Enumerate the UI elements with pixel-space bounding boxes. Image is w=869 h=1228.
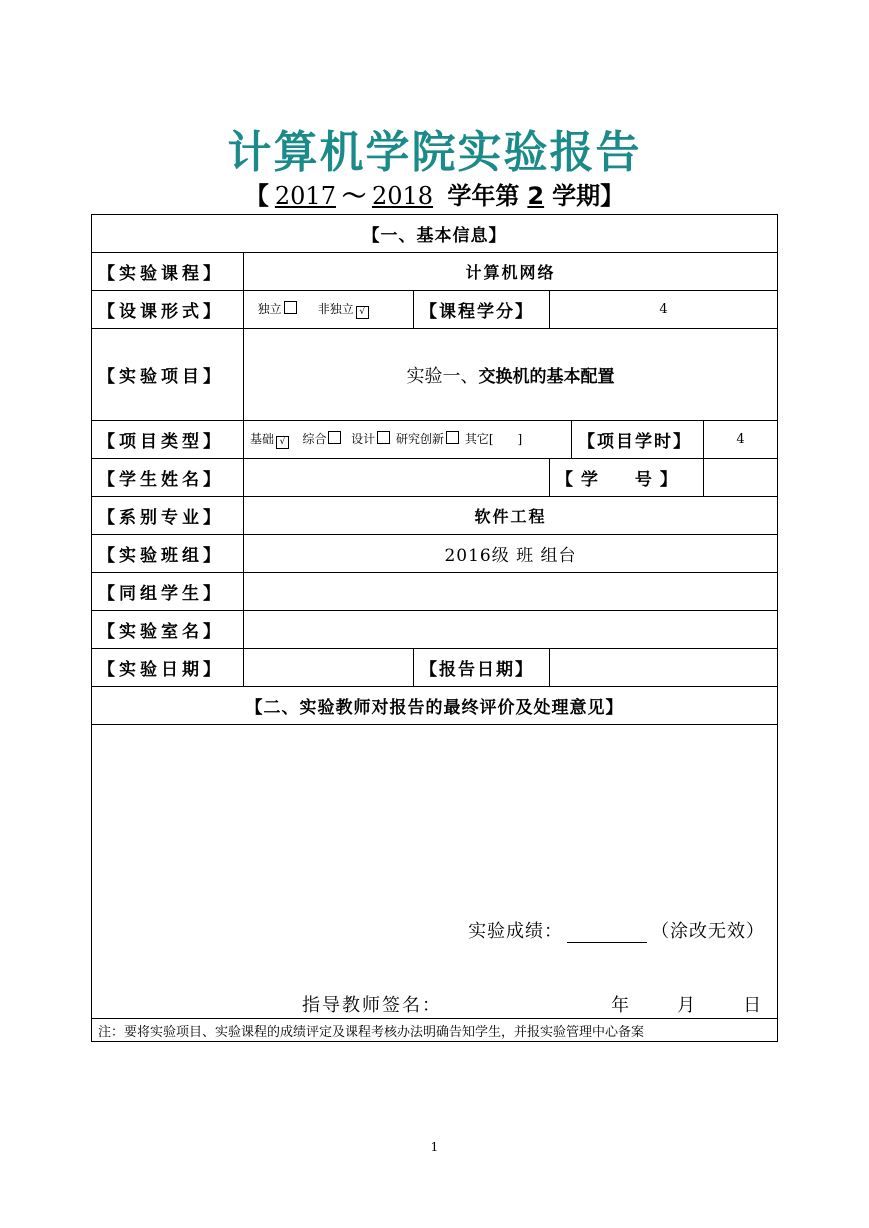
course-label: 【实验课程】: [92, 253, 244, 291]
form-options: [244, 291, 414, 329]
form-independent-checkbox[interactable]: [284, 301, 297, 314]
section-basic-info: 【一、基本信息】: [92, 215, 778, 253]
form-non-independent-checkbox[interactable]: √: [356, 306, 369, 319]
page-number: 1: [430, 1140, 439, 1154]
type-comprehensive-checkbox[interactable]: [328, 431, 341, 444]
project-value-prefix: 实验一、: [406, 365, 479, 387]
hours-value: 4: [704, 421, 778, 459]
report-date-value[interactable]: [550, 649, 778, 687]
name-value[interactable]: [244, 459, 550, 497]
report-date-label: 【报告日期】: [414, 649, 550, 687]
section-evaluation: 【二、实验教师对报告的最终评价及处理意见】: [92, 687, 778, 725]
type-options: [244, 421, 572, 459]
type-research-label: 研究创新: [395, 432, 444, 446]
type-basic-checkbox[interactable]: √: [276, 436, 289, 449]
evaluation-area: [92, 725, 778, 1019]
form-independent-label: 独立: [257, 302, 282, 316]
type-basic-label: 基础: [250, 432, 275, 446]
type-label: 【项目类型】: [92, 421, 244, 459]
class-label: 【实验班组】: [92, 535, 244, 573]
term-semester: 2: [527, 182, 545, 210]
term-end: 学期】: [552, 182, 625, 210]
course-value: 计算机网络: [244, 253, 778, 291]
footnote: 注：要将实验项目、实验课程的成绩评定及课程考核办法明确告知学生，并报实验管理中心备案: [92, 1019, 778, 1042]
project-value: [244, 329, 778, 421]
date-value[interactable]: [244, 649, 414, 687]
type-design-label: 设计: [351, 432, 376, 446]
page-title: 计算机学院实验报告: [227, 127, 642, 178]
type-other-label: 其它[ ]: [464, 432, 523, 446]
type-research-checkbox[interactable]: [446, 431, 459, 444]
hours-label: 【项目学时】: [572, 421, 704, 459]
term-year-end: 2018: [371, 182, 434, 210]
group-value[interactable]: [244, 573, 778, 611]
term-year-start: 2017: [274, 182, 336, 210]
teacher-sign-label: 指导教师签名：: [302, 995, 442, 1016]
name-label: 【学生姓名】: [92, 459, 244, 497]
form-non-independent-label: 非独立: [317, 302, 354, 316]
credit-label: 【课程学分】: [414, 291, 550, 329]
report-table: [91, 214, 778, 1042]
score-note: （涂改无效）: [651, 921, 766, 942]
group-label: 【同组学生】: [92, 573, 244, 611]
type-design-checkbox[interactable]: [377, 431, 390, 444]
project-value-main: 交换机的基本配置: [478, 366, 615, 387]
room-value[interactable]: [244, 611, 778, 649]
form-label: 【设课形式】: [92, 291, 244, 329]
major-value: 软件工程: [244, 497, 778, 535]
room-label: 【实验室名】: [92, 611, 244, 649]
score-blank[interactable]: [567, 924, 647, 943]
date-label: 【实验日期】: [92, 649, 244, 687]
sign-date: [563, 991, 761, 1017]
credit-value: 4: [550, 291, 778, 329]
term-sep: ～: [341, 182, 366, 210]
id-value[interactable]: [704, 459, 778, 497]
sign-year: 年: [611, 995, 630, 1016]
score-line: [468, 917, 765, 943]
class-value: 2016级 班 组台: [244, 535, 778, 573]
project-label: 【实验项目】: [92, 329, 244, 421]
term-open: 【: [244, 182, 269, 210]
term-line: [0, 176, 869, 211]
score-label: 实验成绩：: [468, 921, 564, 942]
id-label: 【 学 号 】: [550, 459, 704, 497]
sign-day: 日: [743, 995, 762, 1016]
sign-month: 月: [677, 995, 696, 1016]
term-mid: 学年第: [447, 182, 520, 210]
type-comprehensive-label: 综合: [302, 432, 327, 446]
major-label: 【系别专业】: [92, 497, 244, 535]
